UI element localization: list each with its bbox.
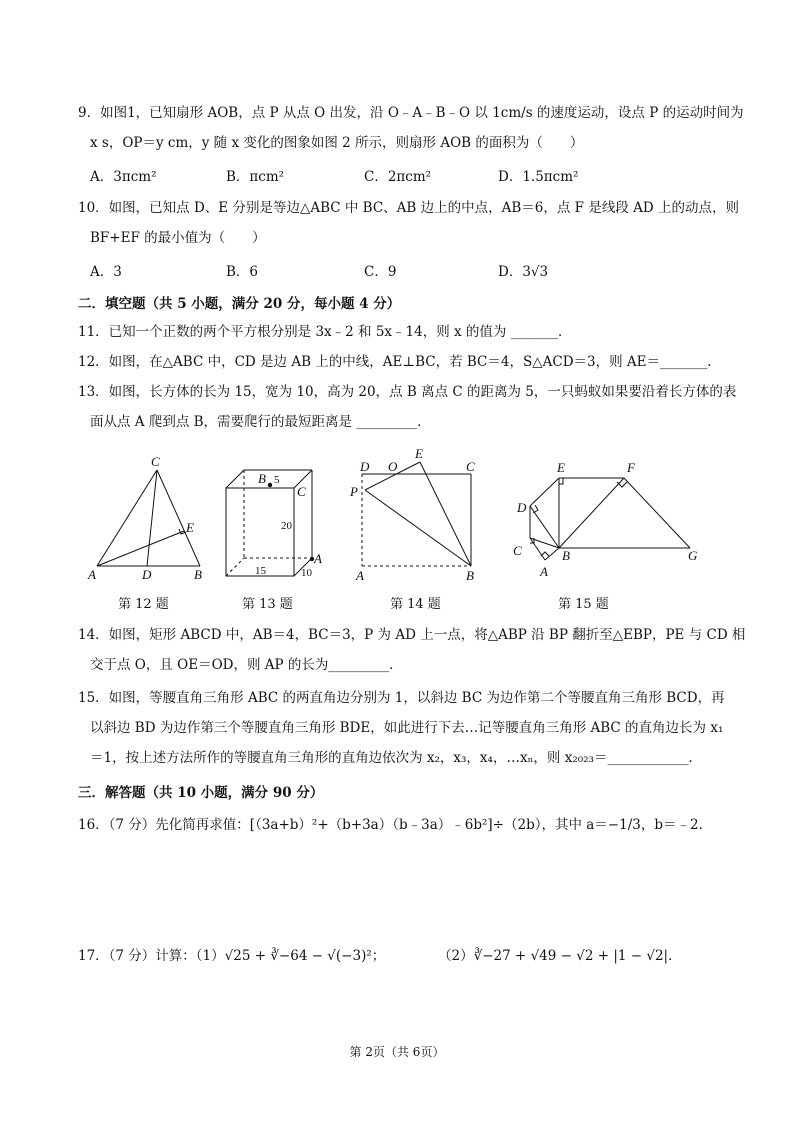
fig13-label-5: 5 <box>274 474 280 486</box>
q15-line3: ＝1，按上述方法所作的等腰直角三角形的直角边依次为 x₂，x₃，x₄，…xₙ，则 x₂₀₂₃＝____________． <box>90 750 702 766</box>
figure-12 <box>97 470 200 566</box>
q13-line2: 面从点 A 爬到点 B，需要爬行的最短距离是 _________． <box>90 414 431 430</box>
q10-line1: 10．如图，已知点 D、E 分别是等边△ABC 中 BC、AB 边上的中点，AB＝6，点 F 是线段 AD 上的动点，则 <box>78 200 739 216</box>
fig15-label-d: D <box>517 500 527 515</box>
fig15-label-f: F <box>627 460 635 475</box>
q14-line1: 14．如图，矩形 ABCD 中，AB＝4，BC＝3，P 为 AD 上一点，将△ABP 沿 BP 翻折至△EBP，PE 与 CD 相 <box>78 627 746 643</box>
q13-line1: 13．如图，长方体的长为 15，宽为 10，高为 20，点 B 离点 C 的距离为 5，一只蚂蚁如果要沿着长方体的表 <box>78 384 737 400</box>
fig14-label-c: C <box>466 459 475 474</box>
fig14-label-b: B <box>466 568 474 583</box>
caption-fig12: 第 12 题 <box>118 597 169 612</box>
fig14-label-o: O <box>388 459 398 474</box>
q10-option-d: D．3√3 <box>498 264 549 280</box>
fig13-label-b: B <box>258 471 266 486</box>
caption-fig15: 第 15 题 <box>558 597 609 612</box>
caption-fig13: 第 13 题 <box>242 597 293 612</box>
q9-line2: x s，OP＝y cm，y 随 x 变化的图象如图 2 所示，则扇形 AOB 的面积为（ ） <box>90 135 584 151</box>
q14-line2: 交于点 O，且 OE＝OD，则 AP 的长为_________． <box>90 657 403 673</box>
figure-14 <box>362 462 471 566</box>
q9-option-b: B．πcm² <box>226 169 285 185</box>
q15-line2: 以斜边 BD 为边作第三个等腰直角三角形 BDE，如此进行下去…记等腰直角三角形 ABC 的直角边长为 x₁ <box>90 720 724 736</box>
section-3-heading: 三．解答题（共 10 小题，满分 90 分） <box>78 785 324 801</box>
q15-line1: 15．如图，等腰直角三角形 ABC 的两直角边分别为 1，以斜边 BC 为边作第二个等腰直角三角形 BCD，再 <box>78 690 725 706</box>
q10-option-a: A．3 <box>90 264 122 280</box>
fig13-label-c: C <box>297 484 306 499</box>
q9-line1: 9．如图1，已知扇形 AOB，点 P 从点 O 出发，沿 O﹣A﹣B﹣O 以 1cm/s 的速度运动，设点 P 的运动时间为 <box>78 105 744 121</box>
q17-part1: 17．（7 分）计算：（1）√25 + ∛−64 − √(−3)²； <box>78 948 386 964</box>
fig12-label-d: D <box>142 567 152 582</box>
fig12-label-c: C <box>151 454 160 469</box>
q12-text: 12．如图，在△ABC 中，CD 是边 AB 上的中线，AE⊥BC，若 BC＝4，S△ACD＝3，则 AE＝_______． <box>78 354 721 370</box>
fig13-label-a: A <box>314 551 322 566</box>
fig12-label-a: A <box>88 567 96 582</box>
fig14-label-e: E <box>415 448 423 461</box>
q9-option-c: C．2πcm² <box>364 169 432 185</box>
fig12-label-b: B <box>194 567 202 582</box>
fig15-label-c: C <box>513 543 522 558</box>
q10-option-b: B．6 <box>226 264 259 280</box>
figures-row <box>0 448 794 590</box>
fig14-label-a: A <box>356 568 364 583</box>
q17-part2: （2）∛−27 + √49 − √2 + |1 − √2|． <box>438 948 682 964</box>
q9-option-a: A．3πcm² <box>90 169 157 185</box>
fig15-label-b: B <box>562 548 570 563</box>
fig13-label-10: 10 <box>301 567 312 579</box>
section-2-heading: 二．填空题（共 5 小题，满分 20 分，每小题 4 分） <box>78 296 401 312</box>
q9-option-d: D．1.5πcm² <box>498 169 579 185</box>
fig14-label-d: D <box>360 459 370 474</box>
fig12-label-e: E <box>186 520 194 535</box>
page-footer: 第 2页（共 6页） <box>349 1045 445 1059</box>
q11-text: 11．已知一个正数的两个平方根分别是 3x﹣2 和 5x﹣14，则 x 的值为 _______． <box>78 324 572 340</box>
fig15-label-e: E <box>557 460 565 475</box>
caption-fig14: 第 14 题 <box>390 597 441 612</box>
fig13-label-15: 15 <box>255 565 266 577</box>
fig15-label-a: A <box>540 564 548 579</box>
fig14-label-p: P <box>350 484 358 499</box>
fig15-label-g: G <box>688 548 698 563</box>
fig13-point-b <box>268 483 272 487</box>
q10-option-c: C．9 <box>364 264 397 280</box>
q16-text: 16．（7 分）先化简再求值：[（3a+b）²+（b+3a）（b﹣3a）﹣6b²]÷（2b），其中 a＝−1/3，b＝﹣2． <box>78 817 713 833</box>
q10-line2: BF+EF 的最小值为（ ） <box>90 230 266 246</box>
figure-15 <box>530 478 690 560</box>
fig13-label-20: 20 <box>281 520 292 532</box>
